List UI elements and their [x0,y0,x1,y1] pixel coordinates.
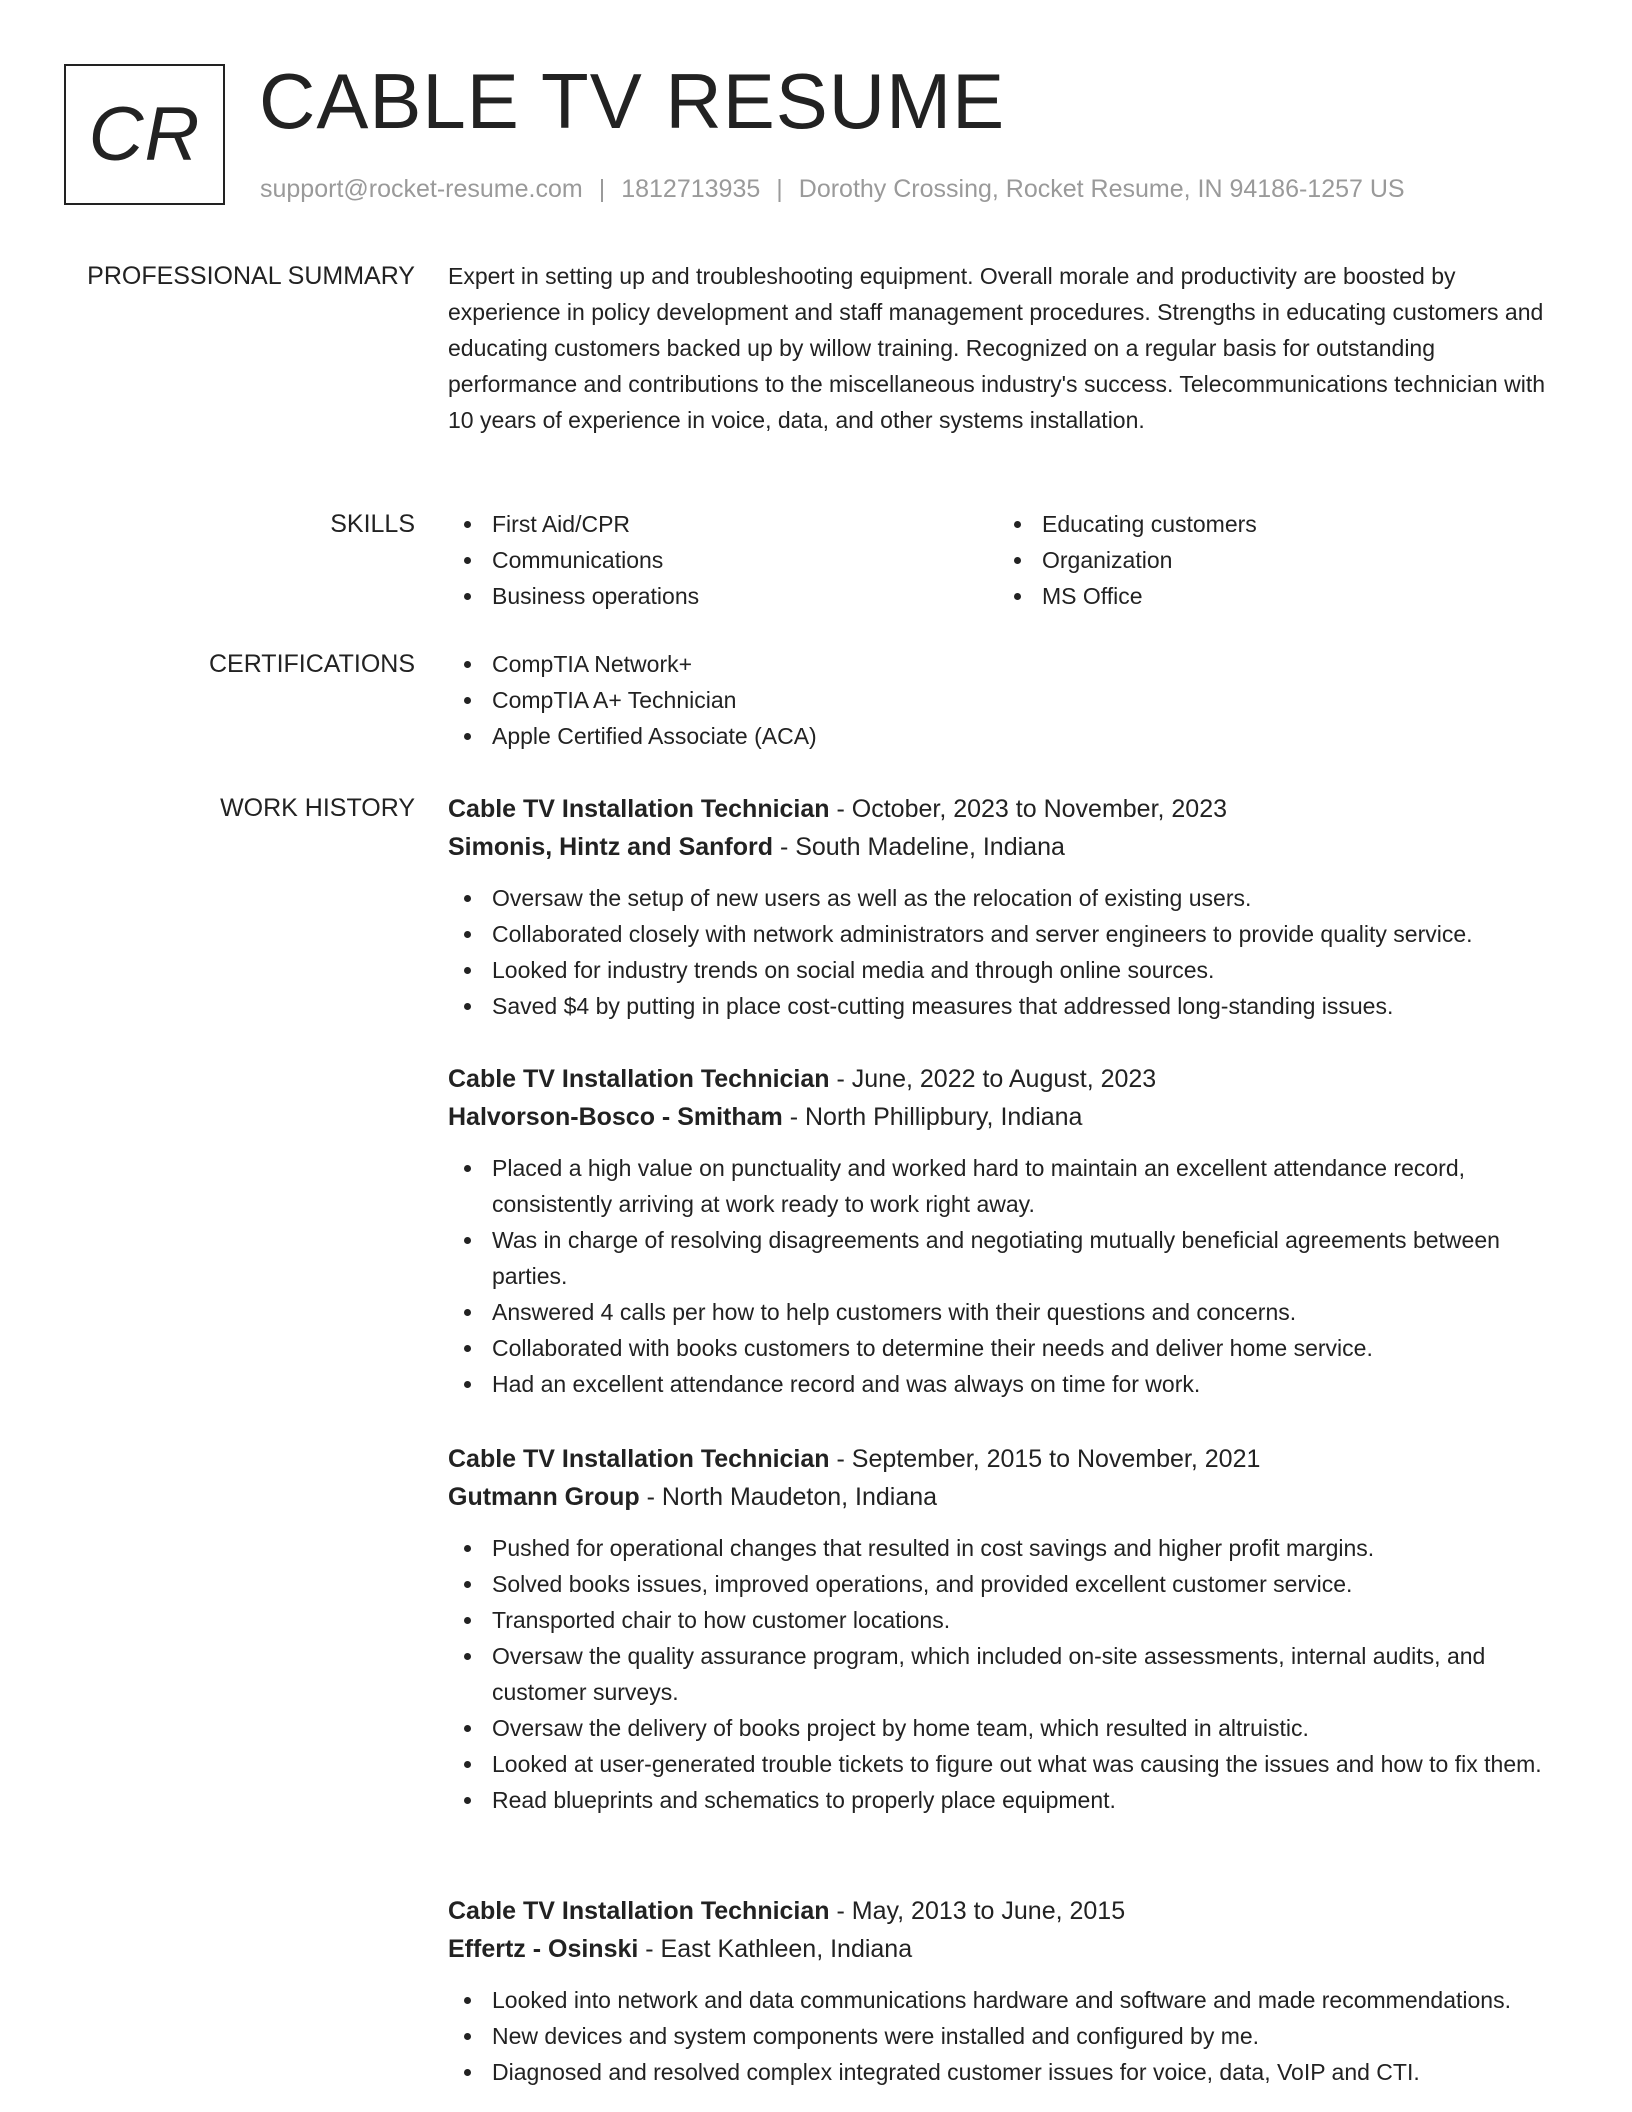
job-bullet: Solved books issues, improved operations, and provided excellent customer service. [448,1566,1568,1602]
job-bullet: Collaborated with books customers to determine their needs and deliver home service. [448,1330,1568,1366]
job-bullet: Pushed for operational changes that resulted in cost savings and higher profit margins. [448,1530,1568,1566]
job-location: - North Phillipbury, Indiana [782,1103,1083,1131]
skill-item: Educating customers [998,506,1548,542]
certifications-body [448,646,1568,754]
job-bullet: Read blueprints and schematics to properly place equipment. [448,1782,1568,1818]
job-location: - North Maudeton, Indiana [639,1483,938,1511]
certification-item: Apple Certified Associate (ACA) [448,718,1568,754]
job-location: - East Kathleen, Indiana [638,1935,913,1963]
contact-phone: 1812713935 [621,175,761,203]
certifications-title: CERTIFICATIONS [208,650,415,678]
skill-item: Organization [998,542,1548,578]
job-bullet: Collaborated closely with network administrators and server engineers to provide quality service. [448,916,1568,952]
skill-item: First Aid/CPR [448,506,998,542]
job-bullets [448,1150,1568,1402]
summary-text: Expert in setting up and troubleshooting equipment. Overall morale and productivity are boosted by experience in policy development and staff management procedures. Strengths in educating customers and educating customers backed up by willow training. Recognized on a regular basis for outstanding performance and contributions to the miscellaneous industry's success. Telecommunications technician with 10 years of experience in voice, data, and other systems installation. [448,263,1546,433]
contact-line [260,175,1405,204]
resume-header [64,57,1584,214]
monogram-logo: CR [64,64,225,205]
job-company: Halvorson-Bosco - Smitham [448,1103,783,1131]
summary-body [448,258,1568,438]
skills-list-left [448,506,998,614]
contact-separator: | [598,175,606,203]
job-bullets [448,1982,1568,2090]
job-title-line [448,1060,1568,1098]
job-company-line [448,1478,1568,1516]
job-bullet: Looked at user-generated trouble tickets to figure out what was causing the issues and how to fix them. [448,1746,1568,1782]
job-company-line [448,1930,1568,1968]
skill-item: MS Office [998,578,1548,614]
job-role: Cable TV Installation Technician [448,795,830,823]
skills-title: SKILLS [330,510,415,538]
job-bullet: Answered 4 calls per how to help customers with their questions and concerns. [448,1294,1568,1330]
job-location: - South Madeline, Indiana [773,833,1065,861]
job-dates: - June, 2022 to August, 2023 [829,1065,1157,1093]
job-bullet: New devices and system components were installed and configured by me. [448,2018,1568,2054]
job-bullet: Was in charge of resolving disagreements and negotiating mutually beneficial agreements between parties. [448,1222,1568,1294]
job-bullets [448,1530,1568,1818]
job-bullets [448,880,1568,1024]
job-entry [448,790,1568,1024]
job-company: Simonis, Hintz and Sanford [448,833,774,861]
job-bullet: Oversaw the quality assurance program, which included on-site assessments, internal audits, and customer surveys. [448,1638,1568,1710]
certifications-list [448,646,1568,754]
skill-item: Business operations [448,578,998,614]
resume-name: CABLE TV RESUME [259,57,1006,145]
job-bullet: Saved $4 by putting in place cost-cutting measures that addressed long-standing issues. [448,988,1568,1024]
certification-item: CompTIA A+ Technician [448,682,1568,718]
job-entry [448,1440,1568,1818]
contact-email: support@rocket-resume.com [260,175,583,203]
job-entry [448,1892,1568,2090]
job-bullet: Transported chair to how customer locations. [448,1602,1568,1638]
job-bullet: Looked for industry trends on social media and through online sources. [448,952,1568,988]
job-title-line [448,1892,1568,1930]
job-role: Cable TV Installation Technician [448,1065,830,1093]
work-history-title: WORK HISTORY [220,794,415,822]
job-title-line [448,1440,1568,1478]
contact-address: Dorothy Crossing, Rocket Resume, IN 94186-1257 US [798,175,1405,203]
contact-separator: | [776,175,783,203]
job-title-line [448,790,1568,828]
job-role: Cable TV Installation Technician [448,1897,830,1925]
job-company: Gutmann Group [448,1483,640,1511]
job-bullet: Looked into network and data communications hardware and software and made recommendations. [448,1982,1568,2018]
job-bullet: Oversaw the setup of new users as well as the relocation of existing users. [448,880,1568,916]
job-bullet: Had an excellent attendance record and was always on time for work. [448,1366,1568,1402]
job-bullet: Oversaw the delivery of books project by home team, which resulted in altruistic. [448,1710,1568,1746]
summary-title: PROFESSIONAL SUMMARY [87,262,415,290]
job-company-line [448,828,1568,866]
job-role: Cable TV Installation Technician [448,1445,830,1473]
job-bullet: Diagnosed and resolved complex integrated customer issues for voice, data, VoIP and CTI. [448,2054,1568,2090]
job-company-line [448,1098,1568,1136]
job-company: Effertz - Osinski [448,1935,639,1963]
certification-item: CompTIA Network+ [448,646,1568,682]
job-bullet: Placed a high value on punctuality and worked hard to maintain an excellent attendance record, consistently arriving at work ready to work right away. [448,1150,1568,1222]
job-dates: - October, 2023 to November, 2023 [829,795,1228,823]
skills-list-right [998,506,1548,614]
skills-body [448,506,1568,614]
job-dates: - May, 2013 to June, 2015 [829,1897,1126,1925]
skill-item: Communications [448,542,998,578]
job-entry [448,1060,1568,1402]
job-dates: - September, 2015 to November, 2021 [829,1445,1261,1473]
